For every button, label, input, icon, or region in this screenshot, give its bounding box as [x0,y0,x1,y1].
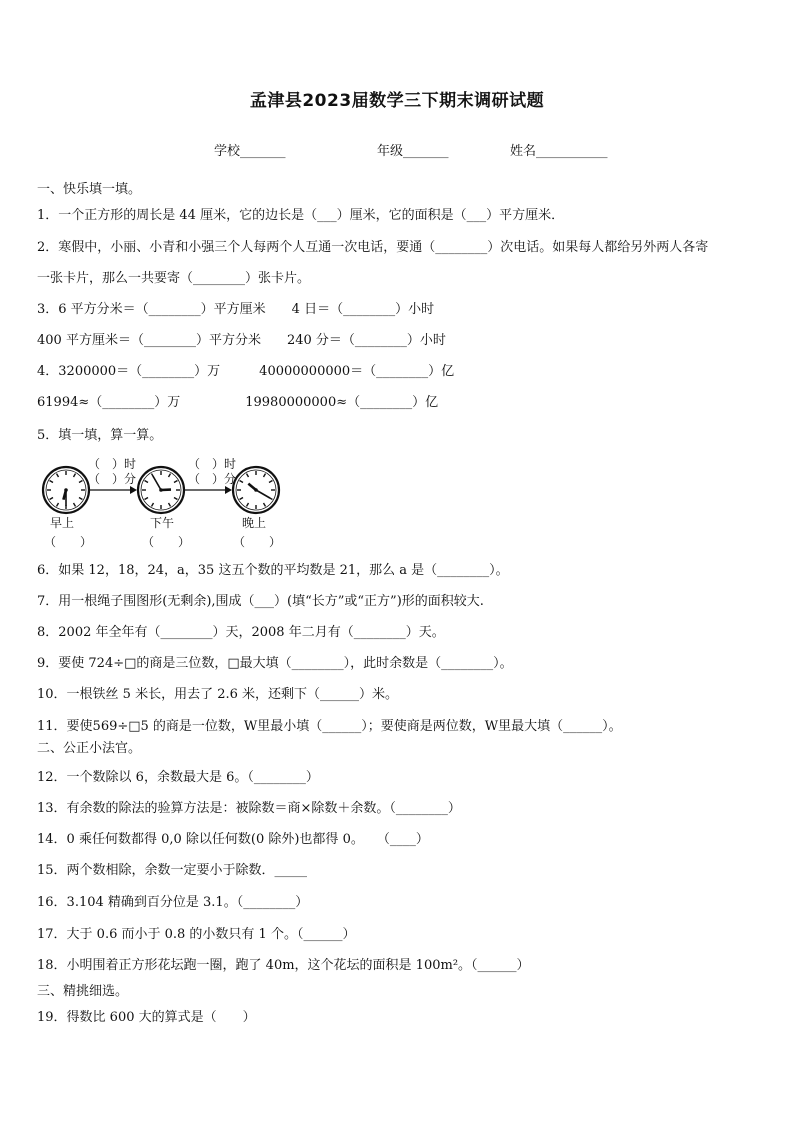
question-line: 二、公正小法官。 [37,741,142,756]
clock-blank-evening: （ ） [233,535,282,549]
clock-minute-hand [153,476,161,490]
question-line: 5．填一填，算一算。 [37,428,163,443]
clock-tick [145,498,148,500]
question-line: 4．3200000＝（________）万 40000000000＝（________）亿 [37,364,455,379]
clock-tick [79,481,82,483]
arrow-head-icon [130,486,137,494]
clock-figure [36,456,296,556]
question-line: 15．两个数相除，余数一定要小于除数．_____ [37,863,308,878]
clock-blank-morning: （ ） [44,535,93,549]
question-line: 17．大于 0.6 而小于 0.8 的小数只有 1 个。（______） [37,927,356,942]
clock-tick [50,481,53,483]
arrow1-hour-label: （ ）时 [88,457,137,471]
clock-center-dot [64,488,68,492]
clock-label-morning: 早上 [50,516,75,530]
question-line: 14．0 乘任何数都得 0,0 除以任何数(0 除外)也都得 0。 （____） [37,832,429,847]
question-line: 9．要使 724÷□的商是三位数，□最大填（________），此时余数是（________）。 [37,656,513,671]
clock-blank-afternoon: （ ） [142,535,191,549]
clock-tick [264,474,266,477]
question-line: 10．一根铁丝 5 米长，用去了 2.6 米，还剩下（______）米。 [37,687,399,702]
clock-center-dot [159,488,163,492]
clock-tick [247,474,249,477]
clock-tick [74,503,76,506]
arrow-head-icon [225,486,232,494]
arrow1-minute-label: （ ）分 [88,472,137,486]
clock-tick [247,503,249,506]
clock-tick [79,498,82,500]
question-line: 400 平方厘米＝（________）平方分米 240 分＝（________）小时 [37,333,446,348]
arrow2-hour-label: （ ）时 [188,457,237,471]
question-line: 19．得数比 600 大的算式是（ ） [37,1010,256,1025]
clock-tick [152,503,154,506]
arrow2-minute-label: （ ）分 [188,472,237,486]
clock-tick [169,503,171,506]
question-line: 61994≈（________）万 19980000000≈（________）亿 [37,395,439,410]
clock-tick [169,474,171,477]
clock-tick [269,481,272,483]
question-line: 12．一个数除以 6，余数最大是 6。（________） [37,770,319,785]
question-line: 7．用一根绳子围图形(无剩余),围成（___）(填“长方”或“正方”)形的面积较大. [37,594,484,609]
question-line: 18．小明围着正方形花坛跑一圈，跑了 40m，这个花坛的面积是 100m²。（______） [37,958,530,973]
clock-center-dot [254,488,258,492]
clock-minute-hand [256,490,270,498]
clock-label-evening: 晚上 [242,516,267,530]
clock-tick [50,498,53,500]
clock-tick [74,474,76,477]
clock-tick [145,481,148,483]
question-line: 8．2002 年全年有（________）天，2008 年二月有（________）天。 [37,625,445,640]
question-line: 1．一个正方形的周长是 44 厘米，它的边长是（___）厘米，它的面积是（___）平方厘米． [37,208,565,223]
page-title: 孟津县2023届数学三下期末调研试题 [249,91,545,111]
school-field: 学校_______ [214,144,286,159]
question-line: 6．如果 12，18，24，a，35 这五个数的平均数是 21，那么 a 是（________）。 [37,563,509,578]
question-line: 13．有余数的除法的验算方法是：被除数＝商×除数＋余数。（________） [37,801,461,816]
question-line: 16．3.104 精确到百分位是 3.1。（________） [37,895,309,910]
clock-tick [57,503,59,506]
question-line: 三、精挑细选。 [37,984,129,999]
grade-field: 年级_______ [377,144,449,159]
clock-tick [174,498,177,500]
question-line: 一、快乐填一填。 [37,182,142,197]
clock-tick [240,481,243,483]
clock-tick [174,481,177,483]
question-line: 一张卡片，那么一共要寄（________）张卡片。 [37,271,311,286]
question-line: 2．寒假中，小丽、小青和小强三个人每两个人互通一次电话，要通（________）次电话。如果每人都给另外两人各寄 [37,240,709,255]
clock-tick [264,503,266,506]
clock-label-afternoon: 下午 [150,516,175,530]
question-line: 11．要使569÷□5 的商是一位数，W里最小填（______）；要使商是两位数，W里最大填（______）。 [37,719,622,734]
name-field: 姓名___________ [510,144,608,159]
clock-tick [240,498,243,500]
question-line: 3．6 平方分米＝（________）平方厘米 4 日＝（________）小时 [37,302,435,317]
clock-tick [57,474,59,477]
